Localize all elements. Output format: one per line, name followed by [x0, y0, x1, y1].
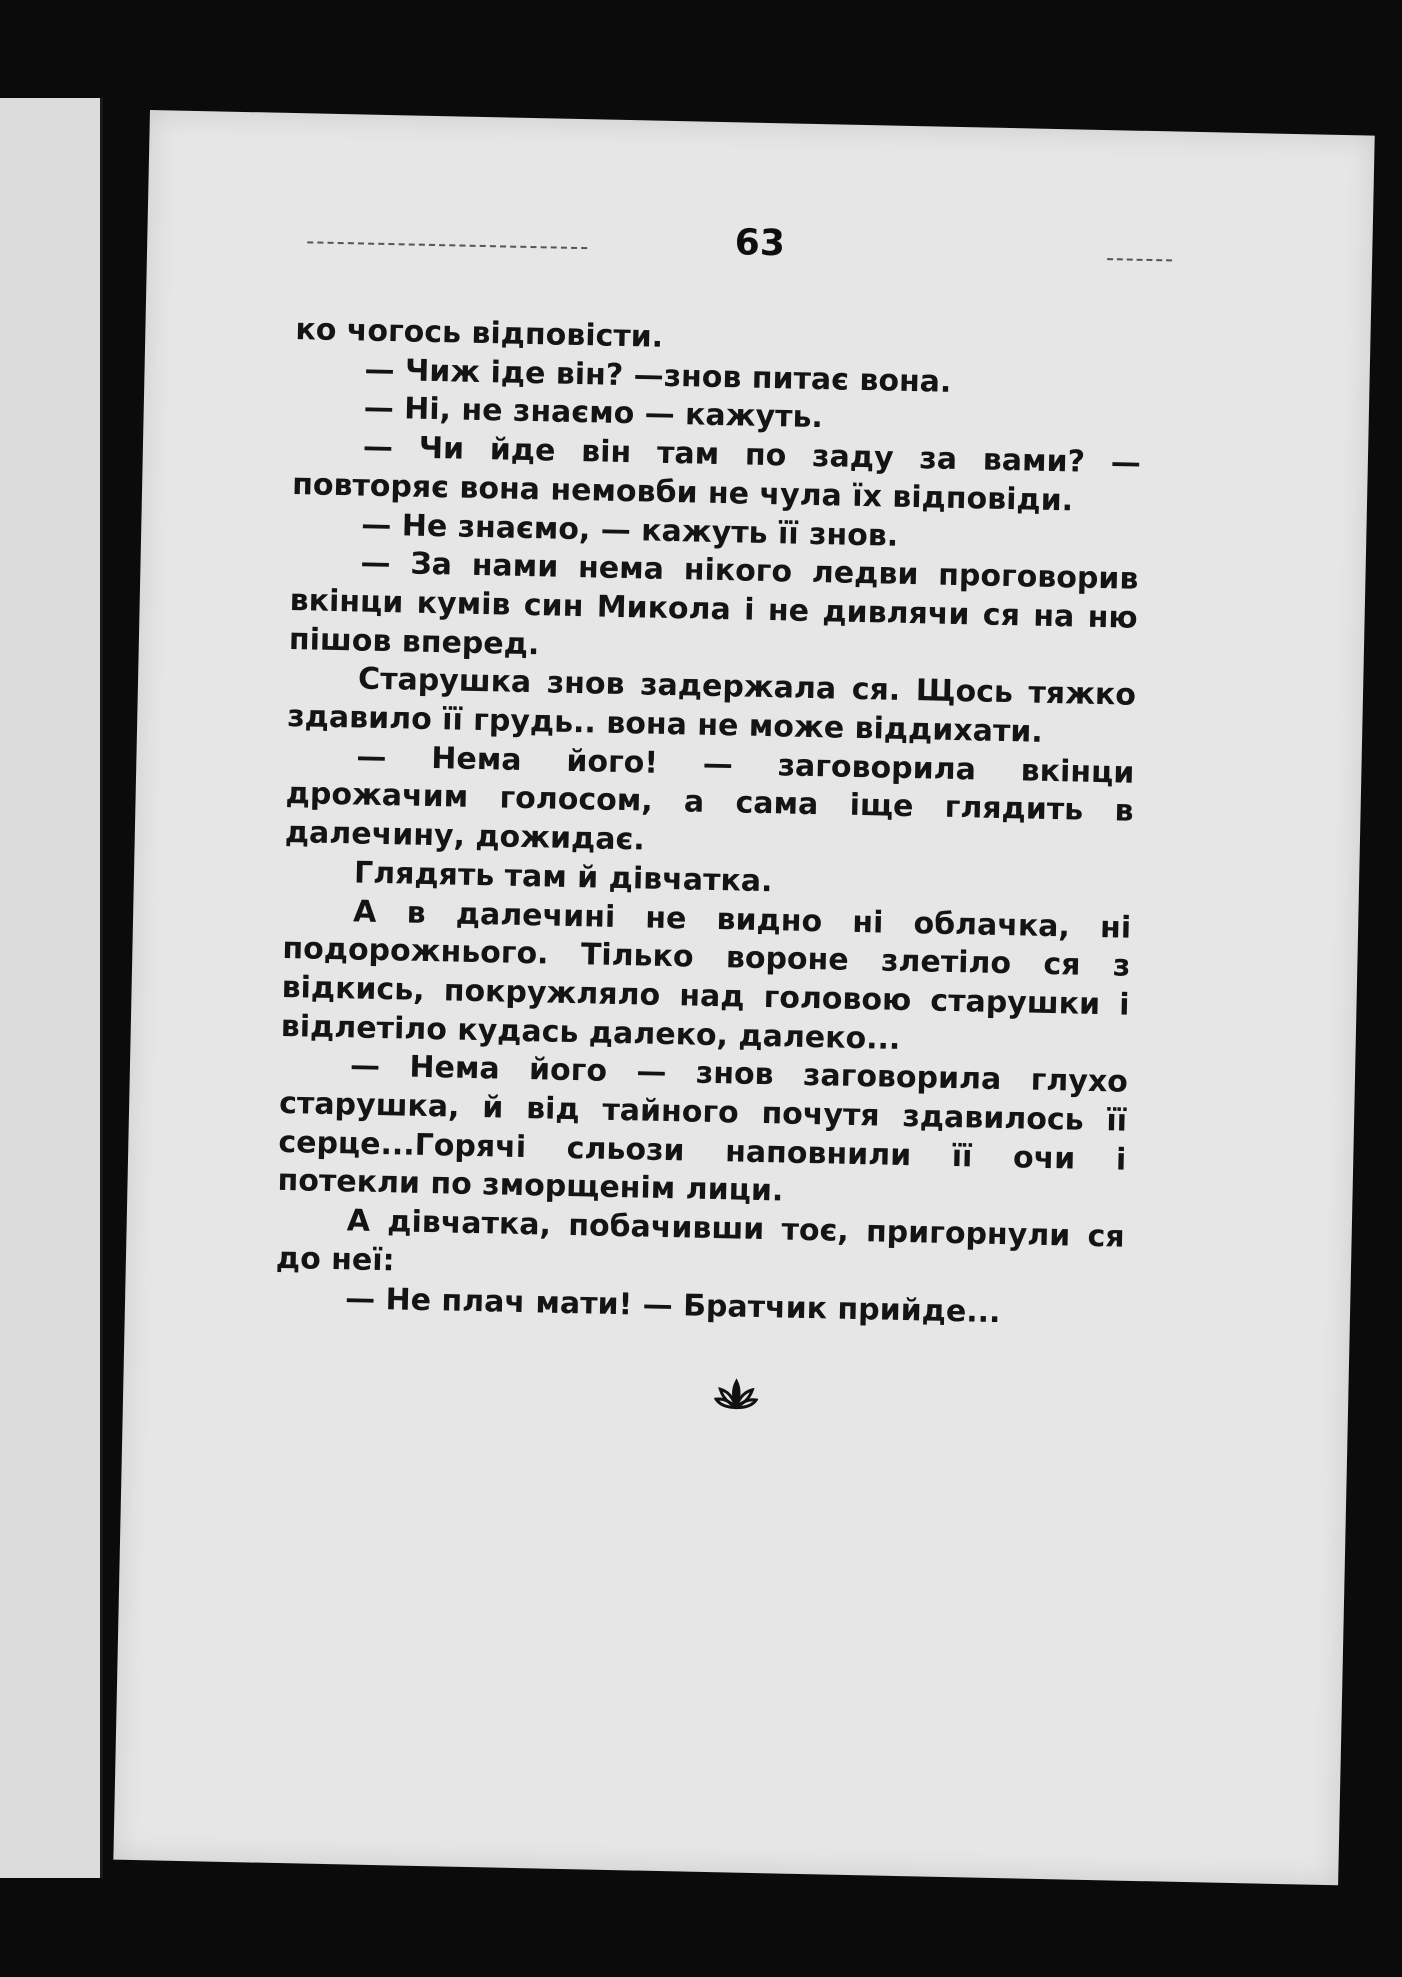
floral-ornament-icon: [713, 1377, 758, 1412]
end-ornament: [123, 1365, 1349, 1430]
paragraph: ко чогось відповісти.: [295, 312, 664, 355]
body-text: [275, 311, 1144, 1335]
book-page: [113, 110, 1374, 1885]
paragraph: — Не плач мати! — Братчик прийде...: [344, 1280, 1001, 1330]
paragraph: — За нами нема нікого ледви проговорив вкінци кумів син Микола і не дивлячи ся на ню пішов вперед.: [288, 545, 1139, 662]
paragraph: Старушка знов задержала ся. Щось тяжко здавило її грудь.. вона не може віддихати.: [286, 661, 1137, 750]
facing-page-edge: [0, 98, 103, 1878]
paragraph: — Нема його — знов заговорила глухо старушка, й від тайного почутя здавилось її серце...Горячі сльози наповнили її очи і потекли по зморщенім лици.: [277, 1048, 1129, 1209]
paragraph: А дівчатка, побачивши тоє, пригорнули ся до неї:: [275, 1203, 1125, 1279]
paragraph: Глядять там й дівчатка.: [353, 855, 773, 900]
paragraph: — Не знаємо, — кажуть її знов.: [360, 507, 899, 554]
page-number: 63: [734, 222, 786, 265]
paragraph: — Чи йде він там по заду за вами? — повторяє вона немовби не чула їх відповіди.: [291, 429, 1142, 519]
paragraph: — Нема його! — заговорила вкінци дрожачим голосом, а сама іще глядить в далечину, дожидає.: [284, 739, 1135, 858]
paragraph: А в далечині не видно ні облачка, ні подорожнього. Тілько вороне злетіло ся з відкись, покружляло над головою старушки і відлетіло кудась далеко, далеко...: [280, 893, 1132, 1057]
paragraph: — Чиж іде він? —знов питає вона.: [364, 352, 952, 400]
paragraph: — Ні, не знаємо — кажуть.: [363, 390, 824, 436]
